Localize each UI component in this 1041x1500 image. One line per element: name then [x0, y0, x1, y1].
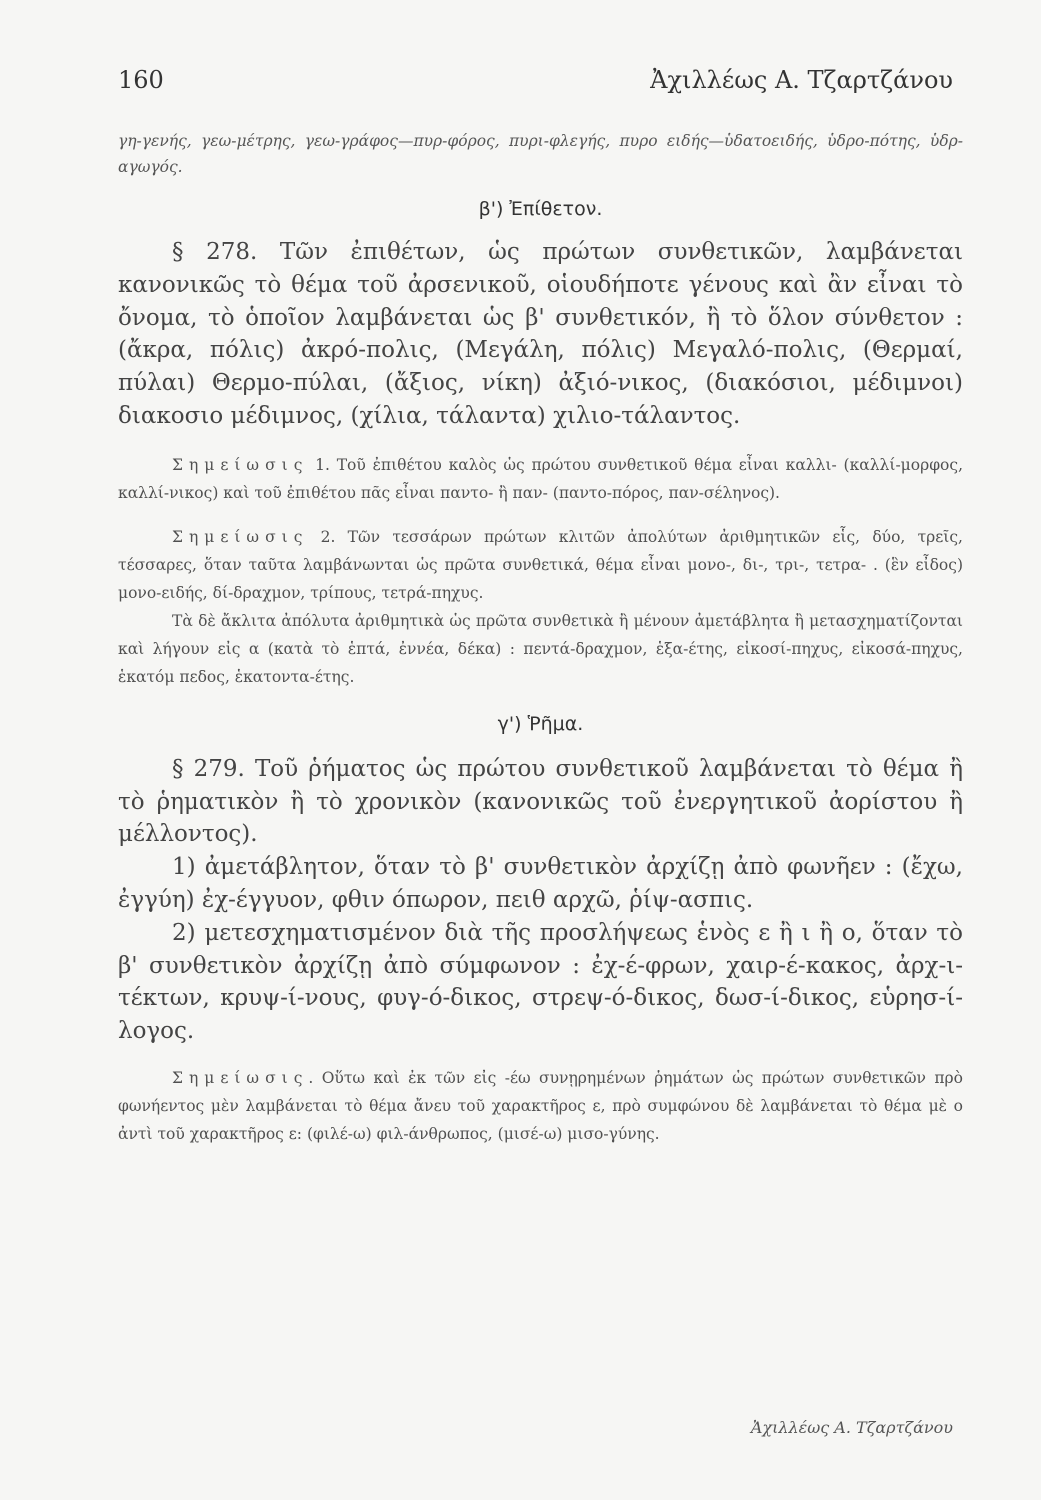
- footer-author: Ἀχιλλέως Α. Τζαρτζάνου: [750, 1418, 953, 1437]
- note-2: [118, 523, 963, 607]
- note-2-text: 2. Τῶν τεσσάρων πρώτων κλιτῶν ἀπολύτων ἀριθμητικῶν εἷς, δύο, τρεῖς, τέσσαρες, ὅταν ταῦτα λαμβάνωνται ὡς πρῶτα συνθετικά, θέμα εἶναι μονο-, δι-, τρι-, τετρα- . (ἓν εἶδος) μονο-ειδής, δί-δραχμον, τρίπους, τετρά-πηχυς.: [118, 527, 963, 602]
- page-number: 160: [118, 66, 164, 94]
- intro-examples: γη-γενής, γεω-μέτρης, γεω-γράφος—πυρ-φόρος, πυρι-φλεγής, πυρο ειδής—ὑδατοειδής, ὑδρο-πότης, ὑδρ-αγωγός.: [118, 132, 963, 176]
- note-2-continuation: Τὰ δὲ ἄκλιτα ἀπόλυτα ἀριθμητικὰ ὡς πρῶτα συνθετικὰ ἢ μένουν ἀμετάβλητα ἢ μετασχηματίζονται καὶ λήγουν εἰς α (κατὰ τὸ ἑπτά, ἐννέα, δέκα) : πεντά-δραχμον, ἑξα-έτης, εἰκοσί-πηχυς, εἰκοσά-πηχυς, ἑκατόμ πεδος, ἑκατοντα-έτης.: [118, 611, 963, 686]
- note-3: [118, 1064, 963, 1148]
- page-body: [118, 128, 963, 1148]
- note-3-text: . Οὕτω καὶ ἐκ τῶν εἰς -έω συνῃρημένων ῥημάτων ὡς πρώτων συνθετικῶν πρὸ φωνήεντος μὲν λαμβάνεται τὸ θέμα ἄνευ τοῦ χαρακτῆρος ε, πρὸ συμφώνου δὲ λαμβάνεται τὸ θέμα μὲ ο ἀντὶ τοῦ χαρακτῆρος ε: (φιλέ-ω) φιλ-άνθρωπος, (μισέ-ω) μισο-γύνης.: [118, 1068, 963, 1143]
- running-head: Ἀχιλλέως Α. Τζαρτζάνου: [650, 66, 953, 94]
- note-1-text: 1. Τοῦ ἐπιθέτου καλὸς ὡς πρώτου συνθετικοῦ θέμα εἶναι καλλι- (καλλί-μορφος, καλλί-νικος) καὶ τοῦ ἐπιθέτου πᾶς εἶναι παντο- ἢ παν- (παντο-πόρος, παν-σέληνος).: [118, 455, 963, 502]
- rule-item-1: 1) ἀμετάβλητον, ὅταν τὸ β' συνθετικὸν ἀρχίζῃ ἀπὸ φωνῆεν : (ἔχω, ἐγγύη) ἐχ-έγγυον, φθιν όπωρον, πειθ αρχῶ, ῥίψ-ασπις.: [118, 854, 963, 913]
- note-2-label: Σημείωσις: [172, 527, 309, 546]
- note-1-label: Σημείωσις: [172, 455, 309, 474]
- page-header: [118, 66, 953, 94]
- paragraph-279: § 279. Τοῦ ῥήματος ὡς πρώτου συνθετικοῦ λαμβάνεται τὸ θέμα ἢ τὸ ῥηματικὸν ἢ τὸ χρονικὸν (κανονικῶς τοῦ ἐνεργητικοῦ ἀορίστου ἢ μέλλοντος).: [118, 755, 963, 848]
- note-1: [118, 451, 963, 507]
- paragraph-278: § 278. Τῶν ἐπιθέτων, ὡς πρώτων συνθετικῶν, λαμβάνεται κανονικῶς τὸ θέμα τοῦ ἀρσενικοῦ, οἱουδήποτε γένους καὶ ἂν εἶναι τὸ ὄνομα, τὸ ὁποῖον λαμβάνεται ὡς β' συνθετικόν, ἢ τὸ ὅλον σύνθετον : (ἄκρα, πόλις) ἀκρό-πολις, (Μεγάλη, πόλις) Μεγαλό-πολις, (Θερμαί, πύλαι) Θερμο-πύλαι, (ἄξιος, νίκη) ἀξιό-νικος, (διακόσιοι, μέδιμνοι) διακοσιο μέδιμνος, (χίλια, τάλαντα) χιλιο-τάλαντος.: [118, 239, 963, 429]
- section-heading-verb: γ') Ῥῆμα.: [497, 712, 584, 735]
- note-3-label: Σημείωσις: [172, 1068, 309, 1087]
- rule-item-2: 2) μετεσχηματισμένον διὰ τῆς προσλήψεως ἑνὸς ε ἢ ι ἢ ο, ὅταν τὸ β' συνθετικὸν ἀρχίζῃ ἀπὸ σύμφωνον : ἐχ-έ-φρων, χαιρ-έ-κακος, ἀρχ-ι-τέκτων, κρυψ-ί-νους, φυγ-ό-δικος, στρεψ-ό-δικος, δωσ-ί-δικος, εὑρησ-ί-λογος.: [118, 919, 963, 1045]
- section-heading-adjective: β') Ἐπίθετον.: [478, 198, 603, 220]
